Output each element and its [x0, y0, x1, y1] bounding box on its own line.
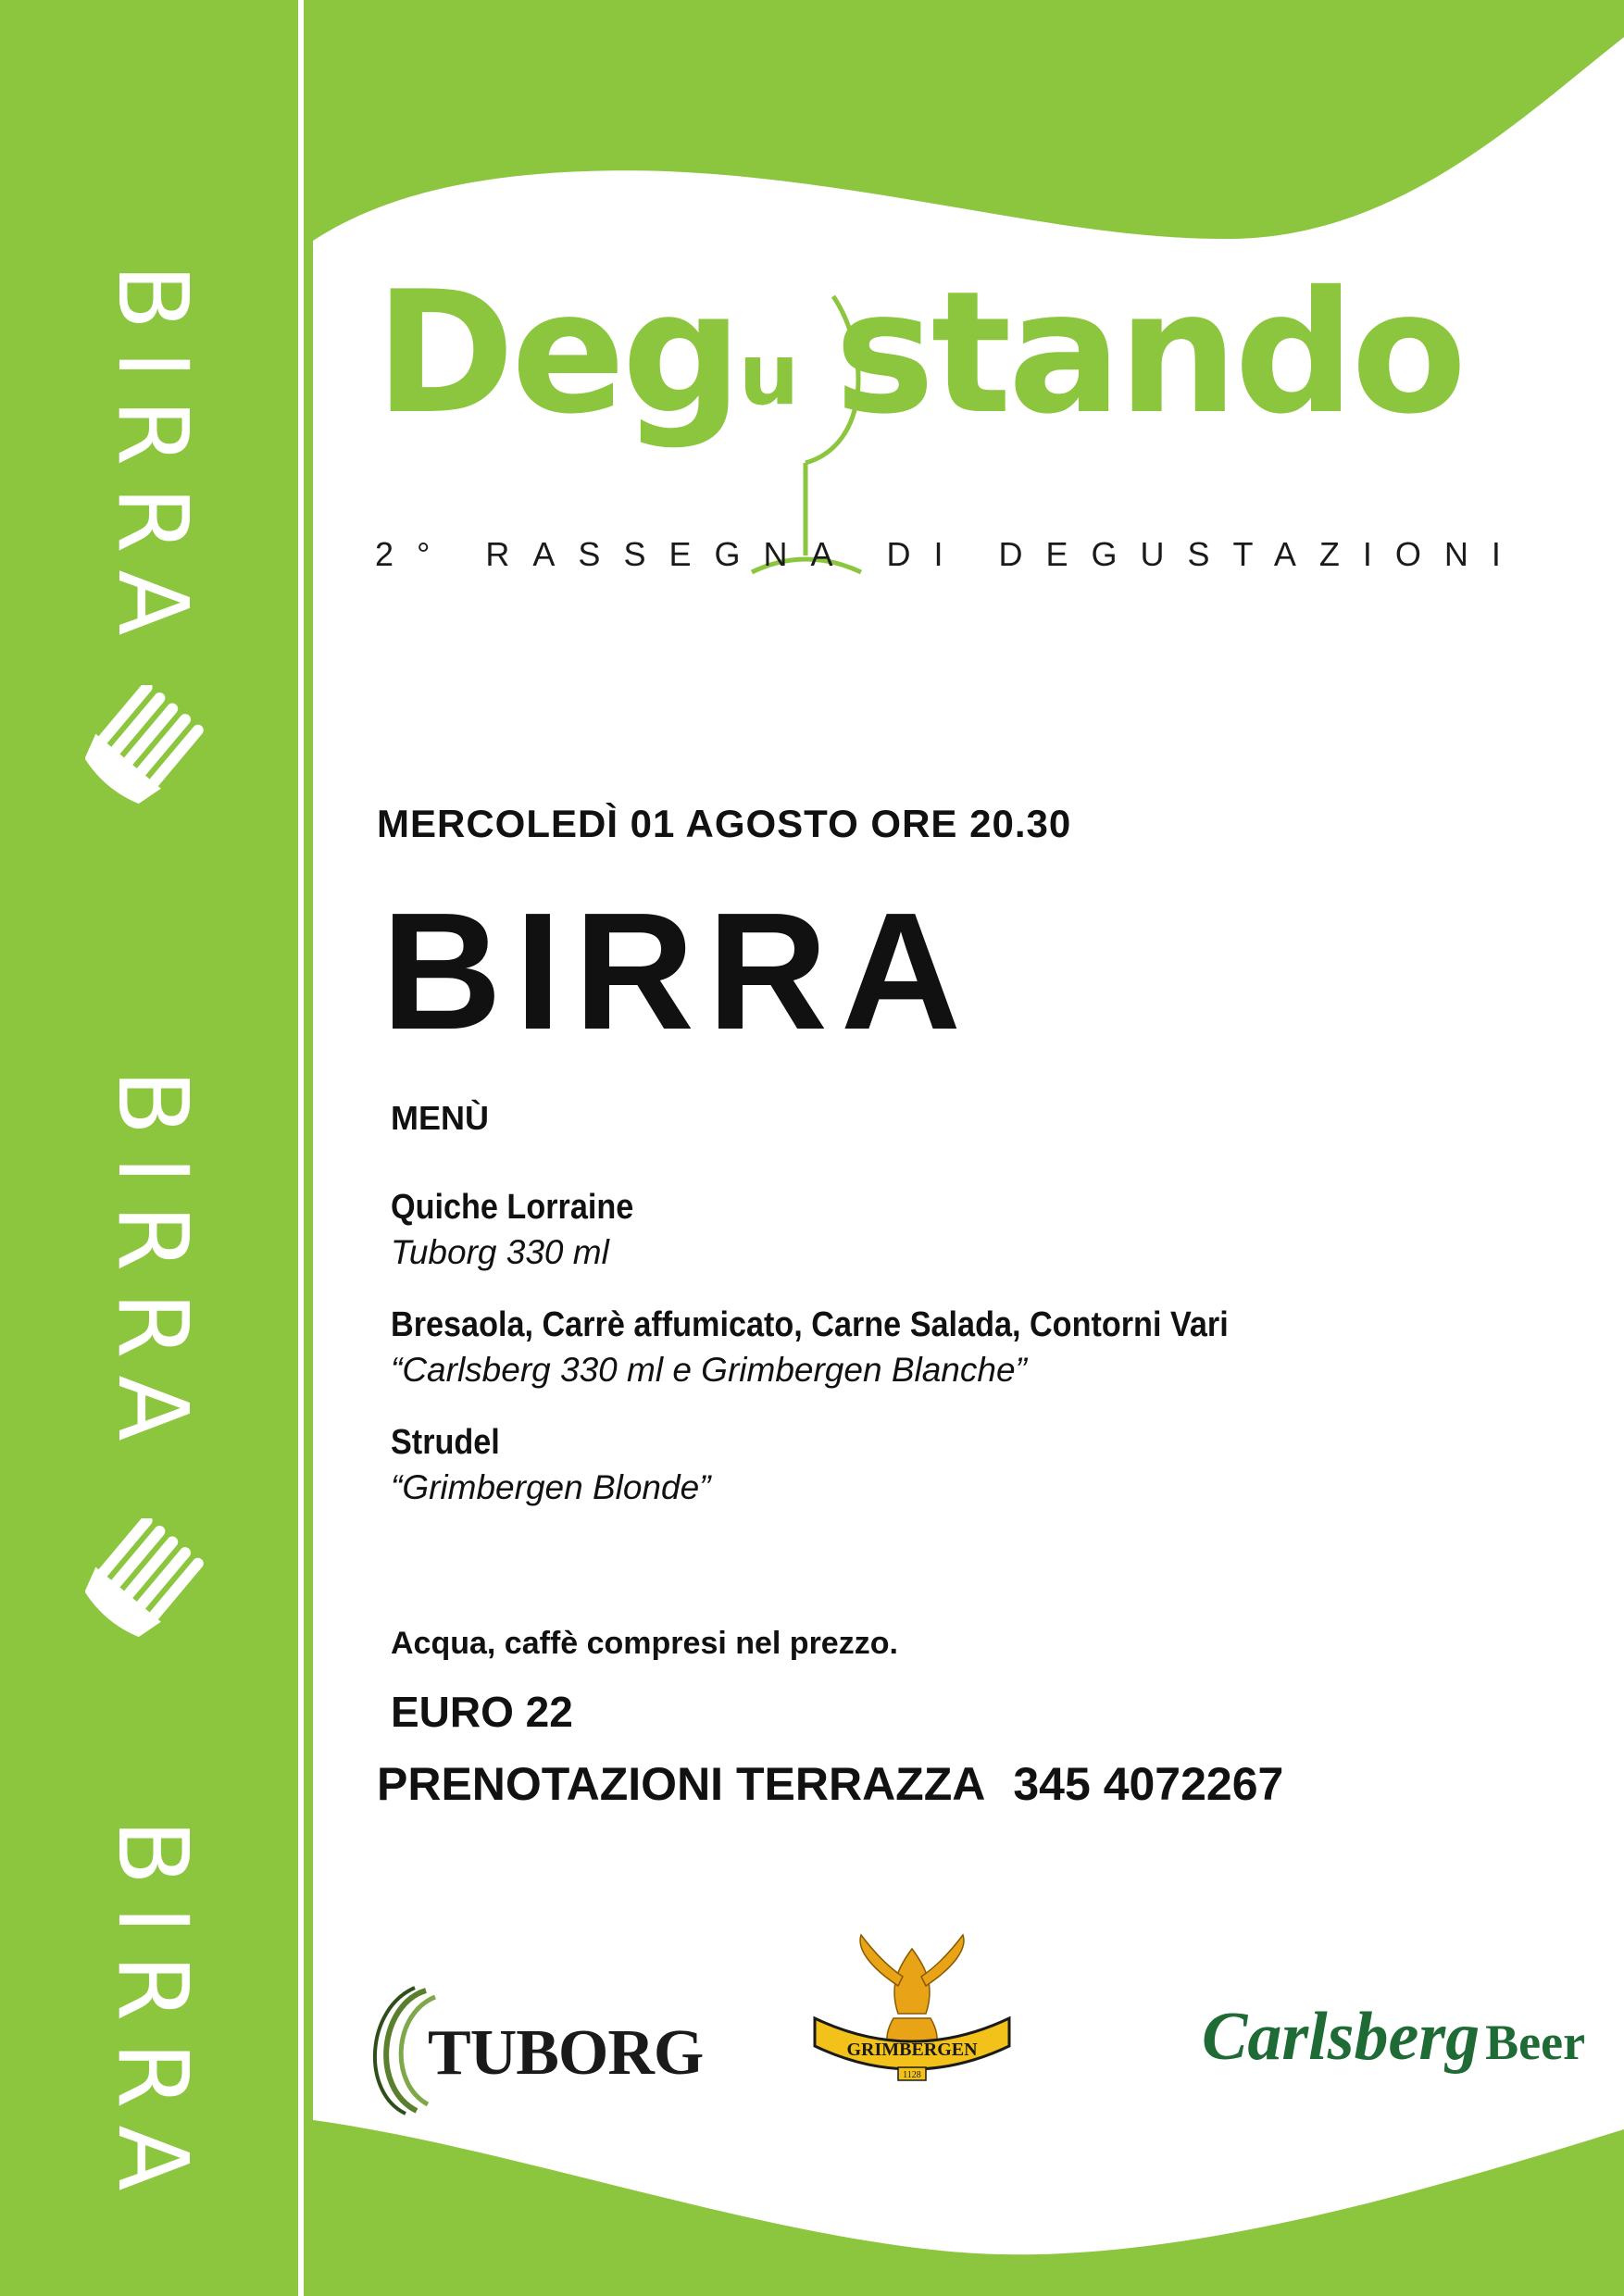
booking-phone: 345 4072267	[1013, 1758, 1284, 1810]
booking-label: PRENOTAZIONI TERRAZZA	[377, 1758, 986, 1810]
carlsberg-logo	[1202, 1998, 1585, 2077]
menu-dish: Quiche Lorraine	[391, 1188, 634, 1227]
event-date: MERCOLEDÌ 01 AGOSTO ORE 20.30	[377, 802, 1072, 845]
event-theme: BIRRA	[381, 879, 974, 1065]
event-series-title	[375, 255, 1464, 451]
grimbergen-logo-icon	[806, 1930, 1018, 2097]
sidebar-logo-icon	[85, 1518, 206, 1639]
menu-drink: Tuborg 330 ml	[391, 1233, 609, 1271]
price-note: Acqua, caffè compresi nel prezzo.	[391, 1626, 898, 1661]
carlsberg-logo-name: Carlsberg	[1202, 1999, 1480, 2075]
menu-drink: “Grimbergen Blonde”	[391, 1468, 711, 1506]
title-part: stando	[834, 255, 1464, 451]
grimbergen-logo-text: GRIMBERGEN	[846, 2040, 978, 2060]
menu-dish: Strudel	[391, 1423, 500, 1462]
menu-dish: Bresaola, Carrè affumicato, Carne Salada, Contorni Vari	[391, 1305, 1229, 1344]
booking-info	[377, 1757, 1283, 1811]
menu-label: MENÙ	[391, 1099, 489, 1137]
grimbergen-year: 1128	[903, 2070, 921, 2080]
sidebar-word: BIRRA	[96, 1069, 209, 1462]
sidebar-logo-icon	[85, 685, 206, 805]
event-series-subtitle: 2° RASSEGNA DI DEGUSTAZIONI	[375, 535, 1524, 573]
sidebar-word: BIRRA	[96, 1819, 209, 2212]
title-part: Deg	[375, 255, 739, 451]
tuborg-logo: TUBORG	[428, 2017, 704, 2089]
menu-drink: “Carlsberg 330 ml e Grimbergen Blanche”	[391, 1351, 1027, 1389]
title-part: u	[738, 325, 800, 424]
price: EURO 22	[391, 1688, 573, 1736]
sidebar-word: BIRRA	[96, 264, 209, 656]
carlsberg-logo-beer: Beer	[1485, 2015, 1586, 2070]
